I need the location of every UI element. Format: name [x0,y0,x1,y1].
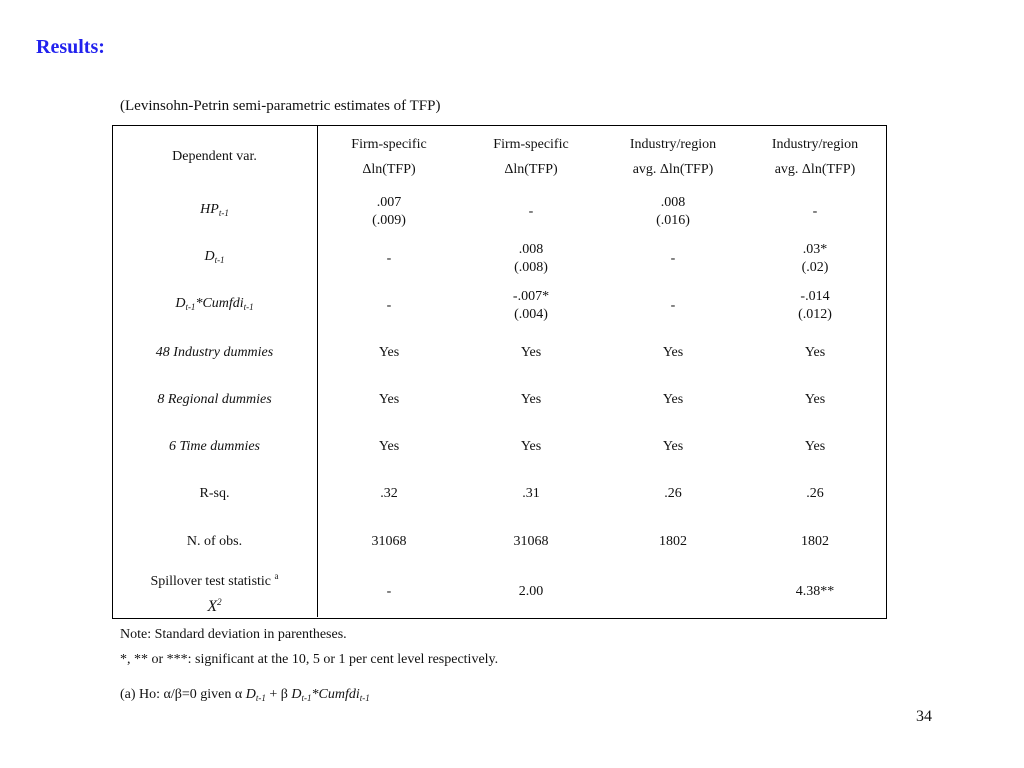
header-col-3 [602,125,744,188]
hyp-cum: *Cumfdi [311,687,360,702]
cell-nobs-4: 1802 [801,534,829,549]
results-table [112,125,887,617]
cell-rsq-2: .31 [522,486,540,501]
row-label-nobs: N. of obs. [112,518,318,566]
cell-regional-2: Yes [520,391,542,407]
cell-value: .008 [518,241,544,257]
cell-value: .007 [376,194,402,210]
row-label-dcum-a-sub: t-1 [185,302,196,312]
cell-industry-1: Yes [378,344,400,360]
row-label-dcum-b-sub: t-1 [243,302,254,312]
cell-dcum-1 [318,282,461,329]
header-col-2-line1: Firm-specific [493,136,569,152]
row-label-dcum-a: D [175,296,186,311]
chi-square-symbol: X [207,598,218,615]
table-row-nobs [112,518,886,566]
cell-value: - [386,297,392,313]
header-col-1 [318,125,461,188]
spillover-label-sup: a [274,571,279,581]
cell-value: - [386,250,392,266]
hyp-prefix: (a) Ho: α/β=0 given α [120,687,246,702]
hyp-cum-sub: t-1 [359,693,370,703]
table-row-time [112,423,886,470]
cell-spill-2: 2.00 [518,583,544,599]
cell-se: (.004) [514,306,548,322]
hyp-mid: + β [265,687,292,702]
table-row-hp [112,188,886,235]
cell-value: - [670,250,676,266]
cell-value: - [528,203,534,219]
cell-dcum-4 [744,282,886,329]
cell-spill-4: 4.38** [795,583,835,599]
table-row-dcum [112,282,886,329]
slide-title: Results: [36,36,105,58]
cell-d-1 [318,235,461,282]
hyp-d2-sub: t-1 [301,693,312,703]
cell-nobs-1: 31068 [371,534,407,549]
note-std-dev: Note: Standard deviation in parentheses. [120,627,347,642]
cell-se: (.009) [372,212,406,228]
hyp-d2: D [291,687,302,702]
table-row-rsq [112,470,886,518]
cell-nobs-2: 31068 [513,534,549,549]
table-row-spillover [112,566,886,617]
cell-value: - [670,297,676,313]
row-label-dcum-b: *Cumfdi [195,296,244,311]
cell-regional-3: Yes [662,391,684,407]
cell-time-1: Yes [378,438,400,454]
cell-rsq-1: .32 [380,486,398,501]
header-col-2-line2: Δln(TFP) [504,161,558,177]
cell-se: (.012) [798,306,832,322]
table-row-regional [112,376,886,423]
cell-d-4 [744,235,886,282]
cell-industry-4: Yes [804,344,826,360]
cell-value: -.014 [800,288,830,304]
row-label-dcum [112,282,318,329]
table-notes [120,622,498,711]
header-col-4-line1: Industry/region [771,136,859,152]
header-row [112,125,886,188]
hyp-d-sub: t-1 [255,693,266,703]
cell-time-3: Yes [662,438,684,454]
cell-hp-2 [460,188,602,235]
cell-value: -.007* [512,288,550,304]
cell-rsq-3: .26 [664,486,682,501]
row-label-regional: 8 Regional dummies [112,376,318,423]
cell-hp-1 [318,188,461,235]
row-label-spillover [112,566,318,617]
cell-d-3 [602,235,744,282]
row-label-d-main: D [204,249,215,264]
cell-dcum-2 [460,282,602,329]
spillover-label: Spillover test statistic [150,574,272,589]
cell-industry-2: Yes [520,344,542,360]
header-col-2 [460,125,602,188]
page-number: 34 [916,708,932,725]
row-label-time: 6 Time dummies [112,423,318,470]
header-col-3-line1: Industry/region [629,136,717,152]
cell-rsq-4: .26 [806,486,824,501]
cell-d-2 [460,235,602,282]
cell-regional-1: Yes [378,391,400,407]
cell-hp-3 [602,188,744,235]
header-col-1-line1: Firm-specific [351,136,427,152]
cell-se: (.008) [514,259,548,275]
cell-value: - [812,203,818,219]
cell-hp-4 [744,188,886,235]
table-caption: (Levinsohn-Petrin semi-parametric estimates of TFP) [120,98,441,114]
cell-industry-3: Yes [662,344,684,360]
cell-value: .008 [660,194,686,210]
table-row-d [112,235,886,282]
note-hypothesis [120,682,498,711]
row-label-d [112,235,318,282]
table-row-industry [112,329,886,376]
row-label-hp-main: HP [200,202,219,217]
cell-time-4: Yes [804,438,826,454]
cell-dcum-3 [602,282,744,329]
cell-spill-3 [602,566,744,617]
cell-spill-1: - [386,583,392,599]
header-col-4-line2: avg. Δln(TFP) [774,161,856,177]
row-label-hp [112,188,318,235]
header-label: Dependent var. [112,125,318,188]
row-label-d-sub: t-1 [214,255,225,265]
cell-value: .03* [802,241,828,257]
note-significance: *, ** or ***: significant at the 10, 5 or 1 per cent level respectively. [120,652,499,667]
cell-regional-4: Yes [804,391,826,407]
cell-nobs-3: 1802 [659,534,687,549]
cell-se: (.02) [801,259,829,275]
chi-square-sup: 2 [217,597,222,607]
cell-time-2: Yes [520,438,542,454]
row-label-industry: 48 Industry dummies [112,329,318,376]
header-col-4 [744,125,886,188]
header-col-3-line2: avg. Δln(TFP) [632,161,714,177]
row-label-rsq: R-sq. [112,470,318,518]
row-label-hp-sub: t-1 [218,208,229,218]
hyp-d: D [245,687,256,702]
header-col-1-line2: Δln(TFP) [362,161,416,177]
cell-se: (.016) [656,212,690,228]
